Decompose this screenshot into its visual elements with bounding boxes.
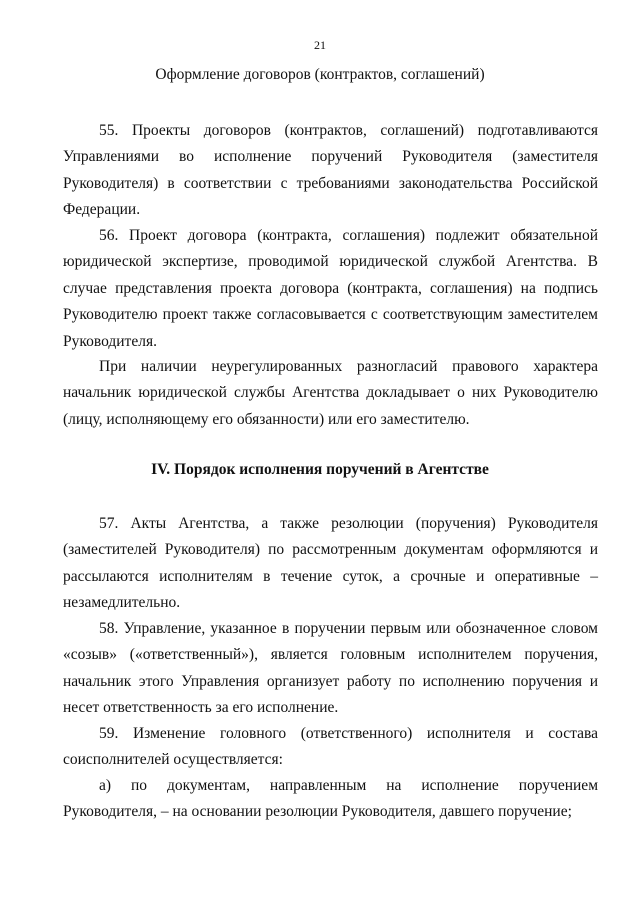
paragraph-57: 57. Акты Агентства, а также резолюции (поручения) Руководителя (заместителей Руководителя) по рассмотренным документам оформляются и рассылаются исполнителям в течение суток, а срочные и оперативные – незамедлительно. bbox=[63, 515, 598, 612]
paragraph-59: 59. Изменение головного (ответственного) исполнителя и состава соисполнителей осуществляется: bbox=[63, 725, 598, 769]
paragraph-56-disagreements: При наличии неурегулированных разногласий правового характера начальник юридической службы Агентства докладывает о них Руководителю (лицу, исполняющему его обязанности) или его заместителю. bbox=[63, 358, 598, 428]
paragraph-56: 56. Проект договора (контракта, соглашения) подлежит обязательной юридической экспертизе, проводимой юридической службой Агентства. В случае представления проекта договора (контракта, соглашения) на подпись Руководителю проект также согласовывается с соответствующим заместителем Руководителя. bbox=[63, 227, 598, 350]
page-number: 21 bbox=[314, 38, 326, 52]
paragraph-55: 55. Проекты договоров (контрактов, соглашений) подготавливаются Управлениями во исполнение поручений Руководителя (заместителя Руководителя) в соответствии с требованиями законодательства Российской Федерации. bbox=[63, 122, 598, 219]
paragraph-59-a: а) по документам, направленным на исполнение поручением Руководителя, – на основании резолюции Руководителя, давшего поручение; bbox=[63, 777, 598, 821]
paragraph-58: 58. Управление, указанное в поручении первым или обозначенное словом «созыв» («ответственный»), является головным исполнителем поручения, начальник этого Управления организует работу по исполнению поручения и несет ответственность за его исполнение. bbox=[63, 620, 598, 717]
section-title-iv: IV. Порядок исполнения поручений в Агентстве bbox=[151, 461, 489, 478]
section-title-contracts: Оформление договоров (контрактов, соглашений) bbox=[155, 66, 485, 83]
